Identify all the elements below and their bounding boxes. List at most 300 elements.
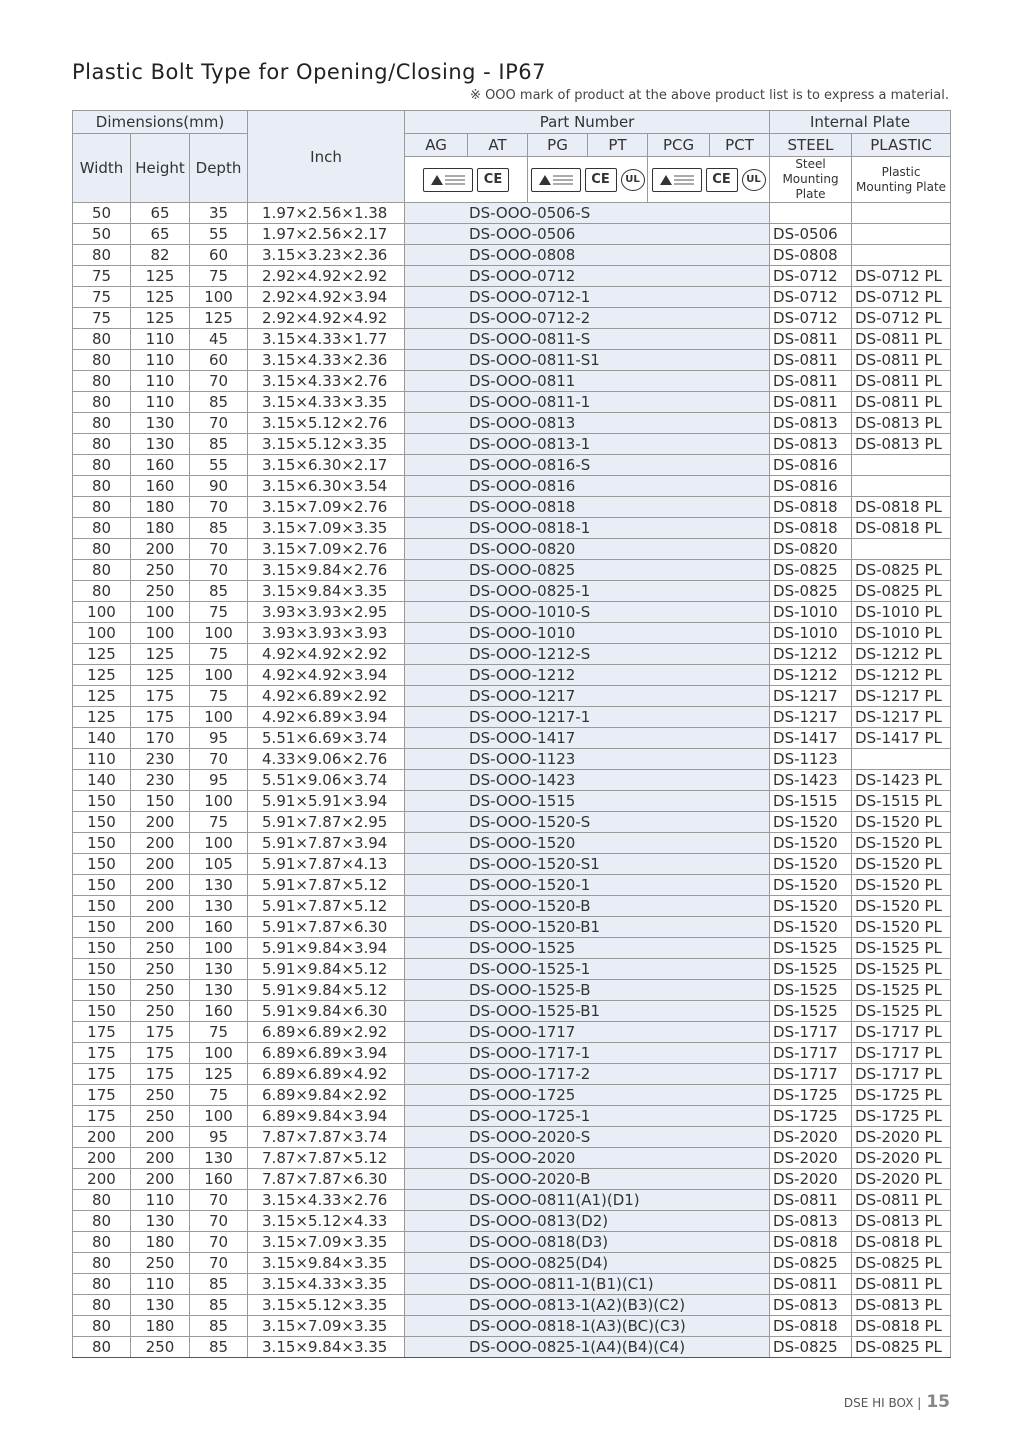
table-row xyxy=(73,644,951,665)
steel-plate-cell: DS-0811 xyxy=(770,1274,852,1295)
height-cell: 180 xyxy=(131,1232,190,1253)
plastic-plate-cell: DS-1212 PL xyxy=(852,644,951,665)
width-cell: 80 xyxy=(73,581,131,602)
depth-cell: 100 xyxy=(190,833,248,854)
table-row xyxy=(73,287,951,308)
table-row xyxy=(73,833,951,854)
part-number-cell: DS-OOO-0813-1 xyxy=(405,434,770,455)
plastic-plate-cell: DS-1520 PL xyxy=(852,812,951,833)
steel-plate-cell: DS-0811 xyxy=(770,350,852,371)
part-number-header: Part Number xyxy=(405,111,770,134)
width-cell: 125 xyxy=(73,686,131,707)
height-cell: 130 xyxy=(131,1295,190,1316)
steel-plate-cell: DS-1525 xyxy=(770,959,852,980)
height-cell: 250 xyxy=(131,1085,190,1106)
height-cell: 100 xyxy=(131,623,190,644)
inch-cell: 4.92×4.92×3.94 xyxy=(248,665,405,686)
table-row xyxy=(73,770,951,791)
height-cell: 250 xyxy=(131,581,190,602)
depth-cell: 160 xyxy=(190,1001,248,1022)
height-cell: 250 xyxy=(131,1337,190,1358)
height-cell: 200 xyxy=(131,917,190,938)
depth-cell: 75 xyxy=(190,266,248,287)
depth-cell: 130 xyxy=(190,980,248,1001)
inch-cell: 5.91×9.84×5.12 xyxy=(248,959,405,980)
plastic-plate-cell: DS-0811 PL xyxy=(852,1190,951,1211)
depth-cell: 160 xyxy=(190,917,248,938)
table-row xyxy=(73,791,951,812)
height-cell: 125 xyxy=(131,287,190,308)
plastic-plate-cell: DS-0813 PL xyxy=(852,413,951,434)
table-row xyxy=(73,686,951,707)
ul-mark-icon: UL xyxy=(742,169,766,191)
part-number-cell: DS-OOO-0506 xyxy=(405,224,770,245)
width-cell: 80 xyxy=(73,518,131,539)
inch-cell: 4.92×6.89×3.94 xyxy=(248,707,405,728)
width-cell: 80 xyxy=(73,1211,131,1232)
plastic-plate-cell: DS-0818 PL xyxy=(852,518,951,539)
depth-cell: 100 xyxy=(190,665,248,686)
part-number-cell: DS-OOO-1123 xyxy=(405,749,770,770)
steel-plate-cell: DS-1423 xyxy=(770,770,852,791)
steel-plate-cell: DS-0712 xyxy=(770,287,852,308)
width-cell: 75 xyxy=(73,266,131,287)
table-row xyxy=(73,728,951,749)
steel-plate-cell: DS-0811 xyxy=(770,329,852,350)
steel-plate-cell: DS-1725 xyxy=(770,1085,852,1106)
height-cell: 110 xyxy=(131,392,190,413)
table-row xyxy=(73,1190,951,1211)
depth-cell: 100 xyxy=(190,791,248,812)
height-cell: 250 xyxy=(131,980,190,1001)
plastic-plate-cell: DS-1010 PL xyxy=(852,602,951,623)
steel-plate-cell: DS-1520 xyxy=(770,833,852,854)
plastic-plate-cell xyxy=(852,455,951,476)
inch-cell: 3.15×9.84×3.35 xyxy=(248,1253,405,1274)
part-number-cell: DS-OOO-0818-1 xyxy=(405,518,770,539)
width-cell: 80 xyxy=(73,329,131,350)
inch-cell: 3.15×4.33×3.35 xyxy=(248,1274,405,1295)
depth-cell: 95 xyxy=(190,770,248,791)
at-header: AT xyxy=(468,134,528,157)
pct-header: PCT xyxy=(710,134,770,157)
table-row xyxy=(73,1148,951,1169)
part-number-cell: DS-OOO-0712-1 xyxy=(405,287,770,308)
plastic-plate-cell: DS-0811 PL xyxy=(852,1274,951,1295)
page-title: Plastic Bolt Type for Opening/Closing - IP67 xyxy=(72,60,546,84)
pcg-header: PCG xyxy=(648,134,710,157)
ag-header: AG xyxy=(405,134,468,157)
width-cell: 50 xyxy=(73,224,131,245)
depth-cell: 70 xyxy=(190,539,248,560)
width-cell: 80 xyxy=(73,371,131,392)
height-cell: 175 xyxy=(131,1043,190,1064)
part-number-cell: DS-OOO-1520-S1 xyxy=(405,854,770,875)
inch-cell: 3.15×9.84×3.35 xyxy=(248,581,405,602)
warning-triangle-icon xyxy=(423,168,473,192)
depth-cell: 55 xyxy=(190,224,248,245)
part-number-cell: DS-OOO-0811-1(B1)(C1) xyxy=(405,1274,770,1295)
plastic-plate-cell xyxy=(852,203,951,224)
height-cell: 250 xyxy=(131,1001,190,1022)
inch-cell: 3.15×7.09×2.76 xyxy=(248,497,405,518)
footer-brand: DSE HI BOX | xyxy=(843,1396,922,1410)
table-row xyxy=(73,308,951,329)
plastic-plate-cell: DS-1010 PL xyxy=(852,623,951,644)
inch-cell: 3.15×6.30×3.54 xyxy=(248,476,405,497)
part-number-cell: DS-OOO-0818-1(A3)(BC)(C3) xyxy=(405,1316,770,1337)
width-cell: 50 xyxy=(73,203,131,224)
depth-cell: 70 xyxy=(190,1253,248,1274)
width-cell: 80 xyxy=(73,245,131,266)
table-row xyxy=(73,896,951,917)
steel-plate-cell: DS-0811 xyxy=(770,371,852,392)
height-cell: 200 xyxy=(131,1169,190,1190)
inch-cell: 3.93×3.93×3.93 xyxy=(248,623,405,644)
table-row xyxy=(73,1316,951,1337)
part-number-cell: DS-OOO-0811 xyxy=(405,371,770,392)
part-number-cell: DS-OOO-0816-S xyxy=(405,455,770,476)
plastic-plate-cell xyxy=(852,245,951,266)
part-number-cell: DS-OOO-0818 xyxy=(405,497,770,518)
plastic-plate-cell: DS-1725 PL xyxy=(852,1085,951,1106)
width-cell: 80 xyxy=(73,413,131,434)
inch-cell: 5.91×5.91×3.94 xyxy=(248,791,405,812)
plastic-plate-cell: DS-0712 PL xyxy=(852,266,951,287)
table-row xyxy=(73,1253,951,1274)
inch-cell: 5.91×7.87×4.13 xyxy=(248,854,405,875)
depth-cell: 130 xyxy=(190,1148,248,1169)
depth-cell: 75 xyxy=(190,812,248,833)
depth-cell: 100 xyxy=(190,938,248,959)
steel-plate-cell: DS-1525 xyxy=(770,1001,852,1022)
part-number-cell: DS-OOO-0813(D2) xyxy=(405,1211,770,1232)
part-number-cell: DS-OOO-0808 xyxy=(405,245,770,266)
plastic-plate-cell: DS-1217 PL xyxy=(852,686,951,707)
height-cell: 250 xyxy=(131,560,190,581)
steel-plate-cell: DS-0825 xyxy=(770,581,852,602)
depth-cell: 70 xyxy=(190,560,248,581)
steel-plate-cell: DS-0816 xyxy=(770,455,852,476)
depth-cell: 70 xyxy=(190,371,248,392)
inch-cell: 5.51×6.69×3.74 xyxy=(248,728,405,749)
inch-cell: 4.92×6.89×2.92 xyxy=(248,686,405,707)
width-cell: 140 xyxy=(73,728,131,749)
part-number-cell: DS-OOO-2020 xyxy=(405,1148,770,1169)
part-number-cell: DS-OOO-1717-2 xyxy=(405,1064,770,1085)
steel-plate-cell: DS-2020 xyxy=(770,1169,852,1190)
plastic-plate-cell: DS-0818 PL xyxy=(852,1232,951,1253)
steel-plate-cell: DS-0825 xyxy=(770,1253,852,1274)
plastic-plate-cell: DS-1717 PL xyxy=(852,1043,951,1064)
part-number-cell: DS-OOO-1525-B1 xyxy=(405,1001,770,1022)
part-number-cell: DS-OOO-1525 xyxy=(405,938,770,959)
internal-plate-header: Internal Plate xyxy=(770,111,951,134)
inch-cell: 5.91×7.87×2.95 xyxy=(248,812,405,833)
part-number-cell: DS-OOO-1717 xyxy=(405,1022,770,1043)
width-cell: 80 xyxy=(73,1337,131,1358)
part-number-cell: DS-OOO-0816 xyxy=(405,476,770,497)
height-cell: 200 xyxy=(131,812,190,833)
depth-cell: 85 xyxy=(190,1295,248,1316)
part-number-cell: DS-OOO-1010 xyxy=(405,623,770,644)
inch-cell: 3.15×7.09×3.35 xyxy=(248,1232,405,1253)
table-row xyxy=(73,434,951,455)
height-cell: 65 xyxy=(131,224,190,245)
inch-cell: 3.15×6.30×2.17 xyxy=(248,455,405,476)
height-cell: 170 xyxy=(131,728,190,749)
table-row xyxy=(73,224,951,245)
depth-cell: 125 xyxy=(190,1064,248,1085)
inch-cell: 1.97×2.56×1.38 xyxy=(248,203,405,224)
height-cell: 250 xyxy=(131,1106,190,1127)
steel-plate-cell xyxy=(770,203,852,224)
plastic-plate-cell: DS-1520 PL xyxy=(852,875,951,896)
width-cell: 80 xyxy=(73,455,131,476)
depth-cell: 70 xyxy=(190,497,248,518)
depth-header: Depth xyxy=(190,134,248,203)
width-cell: 100 xyxy=(73,602,131,623)
steel-plate-cell: DS-0808 xyxy=(770,245,852,266)
steel-plate-cell: DS-0818 xyxy=(770,1232,852,1253)
steel-plate-cell: DS-1123 xyxy=(770,749,852,770)
plastic-plate-cell: DS-0811 PL xyxy=(852,392,951,413)
plastic-plate-cell: DS-0811 PL xyxy=(852,350,951,371)
inch-cell: 6.89×6.89×3.94 xyxy=(248,1043,405,1064)
plastic-plate-cell: DS-0813 PL xyxy=(852,434,951,455)
height-cell: 200 xyxy=(131,833,190,854)
table-row xyxy=(73,1211,951,1232)
inch-cell: 3.15×9.84×2.76 xyxy=(248,560,405,581)
height-cell: 110 xyxy=(131,371,190,392)
height-cell: 110 xyxy=(131,1274,190,1295)
height-cell: 130 xyxy=(131,434,190,455)
inch-cell: 3.15×4.33×3.35 xyxy=(248,392,405,413)
inch-cell: 7.87×7.87×3.74 xyxy=(248,1127,405,1148)
width-cell: 150 xyxy=(73,812,131,833)
plastic-plate-cell xyxy=(852,224,951,245)
inch-cell: 3.15×7.09×3.35 xyxy=(248,518,405,539)
steel-plate-cell: DS-1725 xyxy=(770,1106,852,1127)
height-cell: 200 xyxy=(131,896,190,917)
depth-cell: 100 xyxy=(190,1043,248,1064)
warning-triangle-icon xyxy=(531,168,581,192)
table-row xyxy=(73,560,951,581)
height-cell: 200 xyxy=(131,539,190,560)
inch-cell: 4.33×9.06×2.76 xyxy=(248,749,405,770)
plastic-plate-cell: DS-1520 PL xyxy=(852,854,951,875)
part-number-cell: DS-OOO-0712-2 xyxy=(405,308,770,329)
pcg-pct-certifications xyxy=(648,157,770,203)
height-cell: 160 xyxy=(131,455,190,476)
table-row xyxy=(73,1064,951,1085)
plastic-plate-cell xyxy=(852,476,951,497)
steel-plate-cell: DS-1520 xyxy=(770,917,852,938)
inch-cell: 5.91×7.87×3.94 xyxy=(248,833,405,854)
depth-cell: 95 xyxy=(190,728,248,749)
height-cell: 250 xyxy=(131,1253,190,1274)
part-number-cell: DS-OOO-1520-1 xyxy=(405,875,770,896)
steel-plate-cell: DS-1520 xyxy=(770,854,852,875)
width-cell: 150 xyxy=(73,791,131,812)
part-number-cell: DS-OOO-1520 xyxy=(405,833,770,854)
inch-cell: 3.15×5.12×3.35 xyxy=(248,434,405,455)
inch-cell: 7.87×7.87×5.12 xyxy=(248,1148,405,1169)
part-number-cell: DS-OOO-1717-1 xyxy=(405,1043,770,1064)
height-cell: 180 xyxy=(131,497,190,518)
width-cell: 80 xyxy=(73,560,131,581)
table-row xyxy=(73,455,951,476)
width-cell: 80 xyxy=(73,1316,131,1337)
inch-cell: 3.15×5.12×2.76 xyxy=(248,413,405,434)
height-cell: 125 xyxy=(131,644,190,665)
width-cell: 80 xyxy=(73,1190,131,1211)
inch-cell: 5.51×9.06×3.74 xyxy=(248,770,405,791)
table-row xyxy=(73,329,951,350)
depth-cell: 70 xyxy=(190,1190,248,1211)
table-row xyxy=(73,539,951,560)
table-row xyxy=(73,602,951,623)
depth-cell: 100 xyxy=(190,287,248,308)
plastic-plate-cell: DS-1417 PL xyxy=(852,728,951,749)
depth-cell: 35 xyxy=(190,203,248,224)
width-cell: 175 xyxy=(73,1106,131,1127)
height-header: Height xyxy=(131,134,190,203)
ce-mark-icon: CE xyxy=(706,168,738,192)
plastic-plate-cell: DS-0712 PL xyxy=(852,287,951,308)
width-cell: 125 xyxy=(73,665,131,686)
depth-cell: 70 xyxy=(190,413,248,434)
inch-cell: 3.15×7.09×3.35 xyxy=(248,1316,405,1337)
steel-plate-cell: DS-2020 xyxy=(770,1148,852,1169)
width-cell: 150 xyxy=(73,896,131,917)
table-row xyxy=(73,203,951,224)
inch-cell: 7.87×7.87×6.30 xyxy=(248,1169,405,1190)
steel-plate-cell: DS-1217 xyxy=(770,686,852,707)
inch-cell: 6.89×9.84×2.92 xyxy=(248,1085,405,1106)
table-row xyxy=(73,1085,951,1106)
height-cell: 180 xyxy=(131,1316,190,1337)
plastic-plate-cell: DS-0825 PL xyxy=(852,1337,951,1358)
steel-plate-cell: DS-0818 xyxy=(770,1316,852,1337)
width-cell: 80 xyxy=(73,1295,131,1316)
plastic-plate-cell: DS-1520 PL xyxy=(852,917,951,938)
depth-cell: 85 xyxy=(190,1316,248,1337)
table-row xyxy=(73,1043,951,1064)
plastic-plate-cell: DS-0825 PL xyxy=(852,560,951,581)
width-cell: 80 xyxy=(73,350,131,371)
part-number-cell: DS-OOO-0813-1(A2)(B3)(C2) xyxy=(405,1295,770,1316)
plastic-plate-cell: DS-2020 PL xyxy=(852,1148,951,1169)
inch-cell: 3.15×4.33×2.36 xyxy=(248,350,405,371)
page-number: 15 xyxy=(926,1392,950,1412)
inch-cell: 3.15×3.23×2.36 xyxy=(248,245,405,266)
depth-cell: 85 xyxy=(190,518,248,539)
height-cell: 150 xyxy=(131,791,190,812)
inch-cell: 5.91×7.87×5.12 xyxy=(248,875,405,896)
part-number-cell: DS-OOO-1217-1 xyxy=(405,707,770,728)
product-table xyxy=(72,110,951,1358)
inch-cell: 5.91×7.87×6.30 xyxy=(248,917,405,938)
height-cell: 200 xyxy=(131,1148,190,1169)
part-number-cell: DS-OOO-0811(A1)(D1) xyxy=(405,1190,770,1211)
table-row xyxy=(73,518,951,539)
steel-plate-cell: DS-1212 xyxy=(770,665,852,686)
depth-cell: 85 xyxy=(190,1274,248,1295)
steel-mounting-plate-header: Steel Mounting Plate xyxy=(770,157,852,203)
part-number-cell: DS-OOO-0712 xyxy=(405,266,770,287)
steel-plate-cell: DS-1417 xyxy=(770,728,852,749)
height-cell: 200 xyxy=(131,854,190,875)
table-row xyxy=(73,1337,951,1358)
inch-header: Inch xyxy=(248,111,405,203)
pt-header: PT xyxy=(588,134,648,157)
plastic-plate-cell: DS-2020 PL xyxy=(852,1169,951,1190)
steel-plate-cell: DS-0712 xyxy=(770,266,852,287)
part-number-cell: DS-OOO-0825-1(A4)(B4)(C4) xyxy=(405,1337,770,1358)
width-cell: 150 xyxy=(73,1001,131,1022)
plastic-plate-cell: DS-1515 PL xyxy=(852,791,951,812)
steel-plate-cell: DS-1212 xyxy=(770,644,852,665)
table-row xyxy=(73,1127,951,1148)
part-number-cell: DS-OOO-1212 xyxy=(405,665,770,686)
plastic-plate-cell: DS-2020 PL xyxy=(852,1127,951,1148)
depth-cell: 85 xyxy=(190,1337,248,1358)
width-cell: 80 xyxy=(73,497,131,518)
height-cell: 125 xyxy=(131,308,190,329)
steel-plate-cell: DS-0818 xyxy=(770,518,852,539)
part-number-cell: DS-OOO-0811-S xyxy=(405,329,770,350)
inch-cell: 6.89×6.89×4.92 xyxy=(248,1064,405,1085)
width-cell: 80 xyxy=(73,476,131,497)
width-cell: 80 xyxy=(73,1253,131,1274)
depth-cell: 85 xyxy=(190,581,248,602)
table-row xyxy=(73,371,951,392)
steel-plate-cell: DS-1717 xyxy=(770,1022,852,1043)
height-cell: 130 xyxy=(131,1211,190,1232)
part-number-cell: DS-OOO-0825(D4) xyxy=(405,1253,770,1274)
steel-plate-cell: DS-2020 xyxy=(770,1127,852,1148)
part-number-cell: DS-OOO-1417 xyxy=(405,728,770,749)
height-cell: 125 xyxy=(131,266,190,287)
plastic-plate-cell: DS-1525 PL xyxy=(852,1001,951,1022)
table-row xyxy=(73,959,951,980)
width-cell: 200 xyxy=(73,1169,131,1190)
steel-plate-cell: DS-1520 xyxy=(770,875,852,896)
inch-cell: 5.91×9.84×5.12 xyxy=(248,980,405,1001)
part-number-cell: DS-OOO-0811-S1 xyxy=(405,350,770,371)
plastic-plate-cell: DS-0825 PL xyxy=(852,581,951,602)
inch-cell: 2.92×4.92×2.92 xyxy=(248,266,405,287)
steel-plate-cell: DS-1010 xyxy=(770,623,852,644)
plastic-plate-cell: DS-0811 PL xyxy=(852,371,951,392)
depth-cell: 60 xyxy=(190,245,248,266)
plastic-plate-cell: DS-1525 PL xyxy=(852,980,951,1001)
table-row xyxy=(73,917,951,938)
part-number-cell: DS-OOO-1525-B xyxy=(405,980,770,1001)
depth-cell: 125 xyxy=(190,308,248,329)
plastic-header: PLASTIC xyxy=(852,134,951,157)
inch-cell: 5.91×9.84×3.94 xyxy=(248,938,405,959)
depth-cell: 130 xyxy=(190,959,248,980)
steel-header: STEEL xyxy=(770,134,852,157)
plastic-plate-cell: DS-1525 PL xyxy=(852,938,951,959)
width-cell: 150 xyxy=(73,875,131,896)
height-cell: 175 xyxy=(131,1064,190,1085)
depth-cell: 90 xyxy=(190,476,248,497)
plastic-plate-cell: DS-1212 PL xyxy=(852,665,951,686)
inch-cell: 2.92×4.92×4.92 xyxy=(248,308,405,329)
